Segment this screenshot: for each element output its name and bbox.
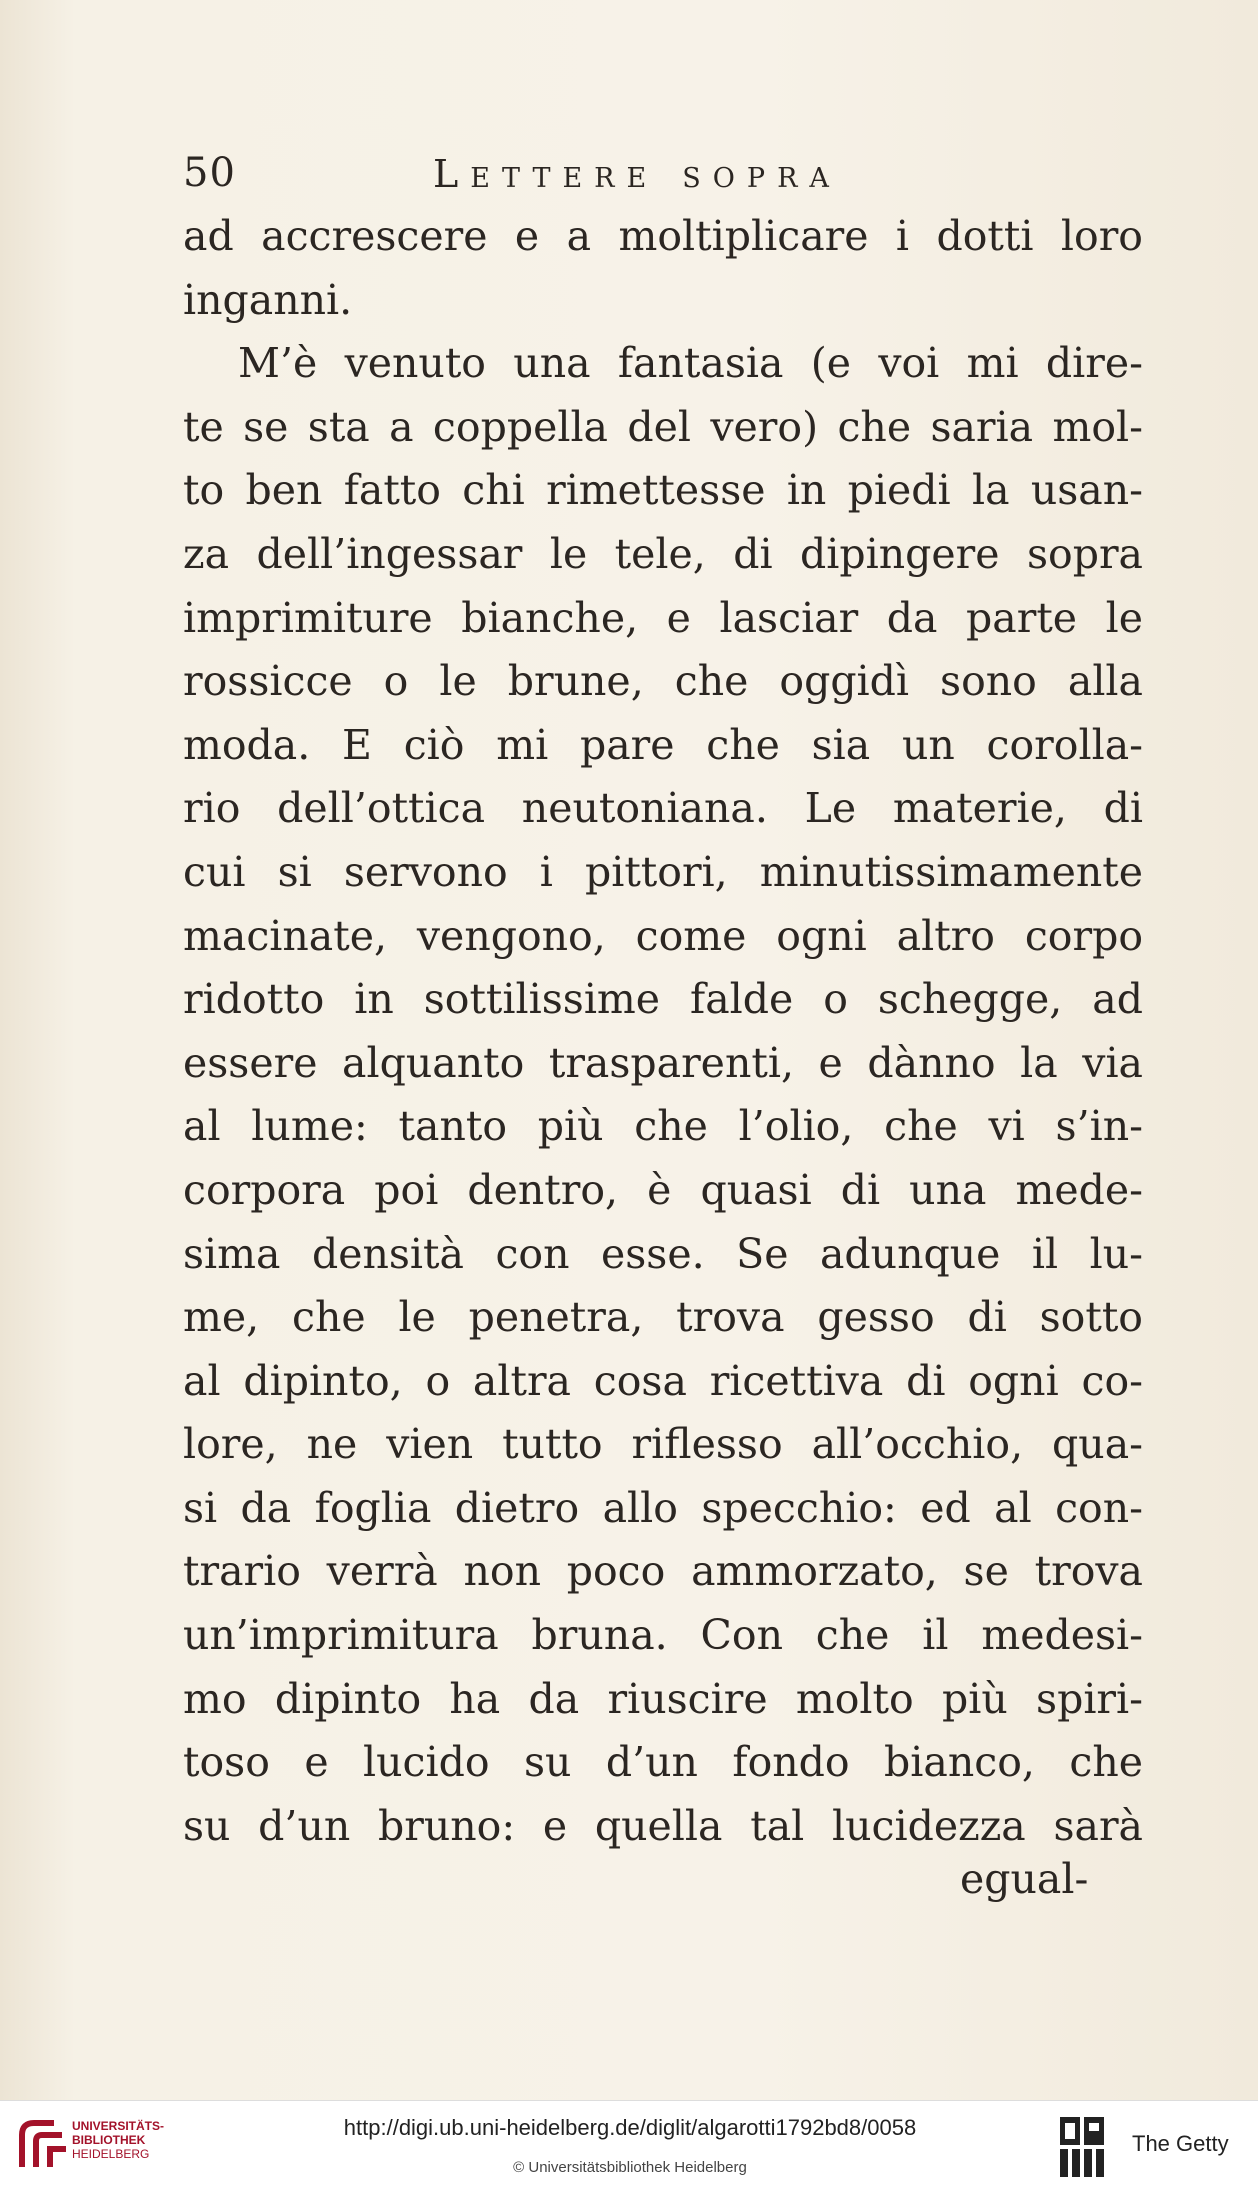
text-line: imprimiture bianche, e lasciar da parte le <box>183 593 1143 642</box>
text-line: trario verrà non poco ammorzato, se trova <box>183 1547 1143 1596</box>
text-line: toso e lucido su d’un fondo bianco, che <box>183 1738 1143 1787</box>
text-line: me, che le penetra, trova gesso di sotto <box>183 1293 1143 1342</box>
text-line: za dell’ingessar le tele, di dipingere sopra <box>183 529 1143 578</box>
page-header <box>183 150 1143 200</box>
text-line: macinate, vengono, come ogni altro corpo <box>183 911 1143 960</box>
text-line: M’è venuto una fantasia (e voi mi dire- <box>238 339 1143 388</box>
library-name-line: BIBLIOTHEK <box>72 2133 146 2147</box>
text-line: to ben fatto chi rimettesse in piedi la usan- <box>183 466 1143 515</box>
text-line: cui si servono i pittori, minutissimamente <box>183 847 1143 896</box>
getty-logo-icon <box>1058 2115 1108 2179</box>
library-name-line: UNIVERSITÄTS- <box>72 2119 165 2133</box>
viewer-footer <box>0 2100 1258 2194</box>
text-line: rossicce o le brune, che oggidì sono alla <box>183 657 1143 706</box>
text-line: ridotto in sottilissime falde o schegge, ad <box>183 975 1143 1024</box>
text-line: si da foglia dietro allo specchio: ed al con- <box>183 1483 1143 1532</box>
permalink-url[interactable]: http://digi.ub.uni-heidelberg.de/diglit/algarotti1792bd8/0058 <box>343 2115 917 2140</box>
text-line: corpora poi dentro, è quasi di una mede- <box>183 1165 1143 1214</box>
text-line: al lume: tanto più che l’olio, che vi s’in- <box>183 1102 1143 1151</box>
library-name-line: HEIDELBERG <box>72 2147 150 2161</box>
text-line: al dipinto, o altra cosa ricettiva di ogni co- <box>183 1356 1143 1405</box>
text-line: lore, ne vien tutto riflesso all’occhio, qua- <box>183 1420 1143 1469</box>
text-line: ad accrescere e a moltiplicare i dotti loro <box>183 212 1143 260</box>
body-text <box>183 205 1143 1858</box>
copyright-notice: © Universitätsbibliothek Heidelberg <box>513 2159 747 2176</box>
text-line: un’imprimitura bruna. Con che il medesi- <box>183 1611 1143 1660</box>
text-line: essere alquanto trasparenti, e dànno la via <box>183 1038 1143 1087</box>
text-line: mo dipinto ha da riuscire molto più spiri- <box>183 1674 1143 1723</box>
text-line: rio dell’ottica neutoniana. Le materie, di <box>183 784 1143 833</box>
running-head: Lettere sopra <box>433 152 841 196</box>
page-number: 50 <box>183 150 236 196</box>
library-name <box>72 2119 164 2161</box>
catchword: egual- <box>960 1855 1089 1903</box>
getty-label: The Getty <box>1132 2131 1229 2156</box>
text-line: inganni. <box>183 275 353 324</box>
university-library-logo-icon <box>14 2115 74 2175</box>
text-line: te se sta a coppella del vero) che saria mol- <box>183 402 1143 451</box>
text-line: sima densità con esse. Se adunque il lu- <box>183 1229 1143 1278</box>
text-line: moda. E ciò mi pare che sia un corolla- <box>183 720 1143 769</box>
text-line: su d’un bruno: e quella tal lucidezza sarà <box>183 1801 1143 1850</box>
